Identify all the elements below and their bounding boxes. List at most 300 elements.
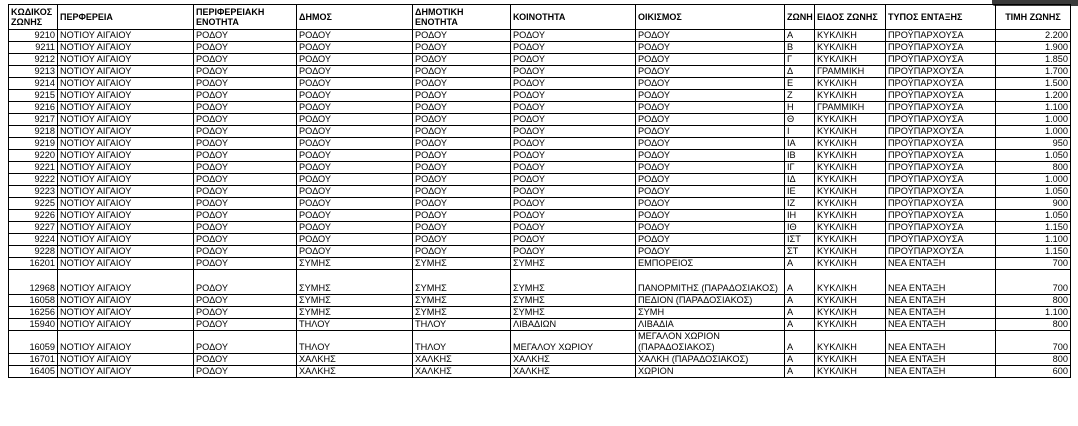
cell-municipal-unit: ΡΟΔΟΥ (413, 234, 511, 246)
cell-regional-unit: ΡΟΔΟΥ (194, 210, 297, 222)
cell-municipal-unit: ΡΟΔΟΥ (413, 90, 511, 102)
cell-zone-price: 1.050 (996, 150, 1071, 162)
cell-community: ΡΟΔΟΥ (511, 126, 636, 138)
table-header-row (9, 5, 1071, 30)
cell-municipal-unit: ΡΟΔΟΥ (413, 138, 511, 150)
cell-regional-unit: ΡΟΔΟΥ (194, 222, 297, 234)
cell-settlement: ΡΟΔΟΥ (636, 186, 785, 198)
table-row (9, 246, 1071, 258)
cell-municipality: ΧΑΛΚΗΣ (297, 354, 413, 366)
table-row (9, 78, 1071, 90)
cell-community: ΡΟΔΟΥ (511, 90, 636, 102)
cell-municipality: ΣΥΜΗΣ (297, 270, 413, 295)
cell-regional-unit: ΡΟΔΟΥ (194, 319, 297, 331)
cell-municipality: ΡΟΔΟΥ (297, 138, 413, 150)
cell-settlement: ΡΟΔΟΥ (636, 114, 785, 126)
cell-community: ΡΟΔΟΥ (511, 198, 636, 210)
cell-community: ΡΟΔΟΥ (511, 174, 636, 186)
cell-settlement: ΡΟΔΟΥ (636, 174, 785, 186)
cell-zone-type: ΚΥΚΛΙΚΗ (815, 174, 886, 186)
table-row (9, 198, 1071, 210)
cell-zone-type: ΚΥΚΛΙΚΗ (815, 234, 886, 246)
cell-zone-code: 9226 (9, 210, 58, 222)
table-row (9, 42, 1071, 54)
cell-zone-code: 12968 (9, 270, 58, 295)
cell-region: ΝΟΤΙΟΥ ΑΙΓΑΙΟΥ (58, 307, 194, 319)
cell-zone: ΙΑ (785, 138, 815, 150)
cell-zone-price: 700 (996, 270, 1071, 295)
cell-zone-type: ΚΥΚΛΙΚΗ (815, 198, 886, 210)
cell-zone-code: 16201 (9, 258, 58, 270)
cell-zone-price: 1.850 (996, 54, 1071, 66)
cell-community: ΡΟΔΟΥ (511, 114, 636, 126)
cell-zone-price: 800 (996, 295, 1071, 307)
header-inclusion-type: ΤΥΠΟΣ ΕΝΤΑΞΗΣ (886, 5, 996, 30)
cell-regional-unit: ΡΟΔΟΥ (194, 66, 297, 78)
cell-municipality: ΡΟΔΟΥ (297, 102, 413, 114)
cell-region: ΝΟΤΙΟΥ ΑΙΓΑΙΟΥ (58, 319, 194, 331)
cell-inclusion-type: ΠΡΟΫΠΑΡΧΟΥΣΑ (886, 78, 996, 90)
cell-zone-code: 16256 (9, 307, 58, 319)
cell-inclusion-type: ΠΡΟΫΠΑΡΧΟΥΣΑ (886, 222, 996, 234)
cell-municipality: ΡΟΔΟΥ (297, 126, 413, 138)
cell-municipality: ΡΟΔΟΥ (297, 66, 413, 78)
cell-region: ΝΟΤΙΟΥ ΑΙΓΑΙΟΥ (58, 295, 194, 307)
cell-zone-type: ΚΥΚΛΙΚΗ (815, 210, 886, 222)
cell-regional-unit: ΡΟΔΟΥ (194, 366, 297, 378)
header-zone-type: ΕΙΔΟΣ ΖΩΝΗΣ (815, 5, 886, 30)
cell-region: ΝΟΤΙΟΥ ΑΙΓΑΙΟΥ (58, 331, 194, 354)
cell-zone-price: 700 (996, 258, 1071, 270)
cell-regional-unit: ΡΟΔΟΥ (194, 102, 297, 114)
cell-zone-price: 1.900 (996, 42, 1071, 54)
cell-inclusion-type: ΠΡΟΫΠΑΡΧΟΥΣΑ (886, 198, 996, 210)
cell-zone-type: ΚΥΚΛΙΚΗ (815, 150, 886, 162)
cell-zone-type: ΚΥΚΛΙΚΗ (815, 331, 886, 354)
header-region: ΠΕΡΦΕΡΕΙΑ (58, 5, 194, 30)
cell-zone-code: 9222 (9, 174, 58, 186)
cell-zone-code: 16701 (9, 354, 58, 366)
cell-region: ΝΟΤΙΟΥ ΑΙΓΑΙΟΥ (58, 222, 194, 234)
cell-community: ΡΟΔΟΥ (511, 150, 636, 162)
cell-municipal-unit: ΡΟΔΟΥ (413, 186, 511, 198)
cell-zone-type: ΚΥΚΛΙΚΗ (815, 90, 886, 102)
cell-zone-price: 1.500 (996, 78, 1071, 90)
cell-community: ΡΟΔΟΥ (511, 138, 636, 150)
cell-settlement: ΡΟΔΟΥ (636, 210, 785, 222)
cell-zone: Α (785, 319, 815, 331)
cell-regional-unit: ΡΟΔΟΥ (194, 174, 297, 186)
cell-zone: ΙΣΤ (785, 234, 815, 246)
cell-municipality: ΡΟΔΟΥ (297, 90, 413, 102)
cell-zone-price: 1.050 (996, 186, 1071, 198)
cell-regional-unit: ΡΟΔΟΥ (194, 150, 297, 162)
cell-zone: Α (785, 270, 815, 295)
cell-municipal-unit: ΡΟΔΟΥ (413, 174, 511, 186)
header-municipal-unit: ΔΗΜΟΤΙΚΗ ΕΝΟΤΗΤΑ (413, 5, 511, 30)
cell-municipal-unit: ΡΟΔΟΥ (413, 150, 511, 162)
cell-zone-code: 16058 (9, 295, 58, 307)
cell-zone-code: 9220 (9, 150, 58, 162)
cell-municipality: ΡΟΔΟΥ (297, 162, 413, 174)
cell-community: ΡΟΔΟΥ (511, 162, 636, 174)
cell-zone-code: 9228 (9, 246, 58, 258)
cell-municipality: ΣΥΜΗΣ (297, 295, 413, 307)
cell-municipal-unit: ΤΗΛΟΥ (413, 319, 511, 331)
cell-community: ΡΟΔΟΥ (511, 78, 636, 90)
cell-region: ΝΟΤΙΟΥ ΑΙΓΑΙΟΥ (58, 270, 194, 295)
cell-zone: Δ (785, 66, 815, 78)
cell-settlement: ΜΕΓΑΛΟΝ ΧΩΡΙΟΝ (ΠΑΡΑΔΟΣΙΑΚΟΣ) (636, 331, 785, 354)
cell-municipal-unit: ΡΟΔΟΥ (413, 102, 511, 114)
cell-region: ΝΟΤΙΟΥ ΑΙΓΑΙΟΥ (58, 354, 194, 366)
table-row (9, 66, 1071, 78)
header-regional-unit: ΠΕΡΙΦΕΡΕΙΑΚΗ ΕΝΟΤΗΤΑ (194, 5, 297, 30)
cell-zone: Α (785, 366, 815, 378)
table-row (9, 126, 1071, 138)
cell-zone: Η (785, 102, 815, 114)
cell-zone: Ι (785, 126, 815, 138)
cell-zone-code: 9213 (9, 66, 58, 78)
cell-zone: Γ (785, 54, 815, 66)
cell-inclusion-type: ΝΕΑ ΕΝΤΑΞΗ (886, 366, 996, 378)
cell-inclusion-type: ΠΡΟΫΠΑΡΧΟΥΣΑ (886, 174, 996, 186)
cell-settlement: ΡΟΔΟΥ (636, 222, 785, 234)
cell-community: ΧΑΛΚΗΣ (511, 354, 636, 366)
cell-zone-price: 950 (996, 138, 1071, 150)
cell-zone-type: ΚΥΚΛΙΚΗ (815, 30, 886, 42)
cell-zone-type: ΚΥΚΛΙΚΗ (815, 126, 886, 138)
cell-community: ΡΟΔΟΥ (511, 222, 636, 234)
cell-zone-type: ΚΥΚΛΙΚΗ (815, 186, 886, 198)
cell-zone-code: 16059 (9, 331, 58, 354)
cell-settlement: ΧΑΛΚΗ (ΠΑΡΑΔΟΣΙΑΚΟΣ) (636, 354, 785, 366)
cell-municipal-unit: ΧΑΛΚΗΣ (413, 354, 511, 366)
cell-zone-price: 800 (996, 354, 1071, 366)
cell-zone: Β (785, 42, 815, 54)
cell-municipal-unit: ΡΟΔΟΥ (413, 66, 511, 78)
cell-zone: Θ (785, 114, 815, 126)
cell-settlement: ΣΥΜΗ (636, 307, 785, 319)
cell-municipal-unit: ΣΥΜΗΣ (413, 295, 511, 307)
table-row (9, 138, 1071, 150)
cell-region: ΝΟΤΙΟΥ ΑΙΓΑΙΟΥ (58, 246, 194, 258)
cell-settlement: ΡΟΔΟΥ (636, 162, 785, 174)
cell-zone: Α (785, 331, 815, 354)
cell-region: ΝΟΤΙΟΥ ΑΙΓΑΙΟΥ (58, 126, 194, 138)
cell-municipal-unit: ΡΟΔΟΥ (413, 198, 511, 210)
header-zone-price: ΤΙΜΗ ΖΩΝΗΣ (996, 5, 1071, 30)
cell-region: ΝΟΤΙΟΥ ΑΙΓΑΙΟΥ (58, 210, 194, 222)
cell-municipal-unit: ΡΟΔΟΥ (413, 126, 511, 138)
cell-regional-unit: ΡΟΔΟΥ (194, 246, 297, 258)
table-row (9, 162, 1071, 174)
cell-regional-unit: ΡΟΔΟΥ (194, 78, 297, 90)
cell-settlement: ΡΟΔΟΥ (636, 78, 785, 90)
cell-inclusion-type: ΝΕΑ ΕΝΤΑΞΗ (886, 270, 996, 295)
cell-settlement: ΡΟΔΟΥ (636, 198, 785, 210)
cell-region: ΝΟΤΙΟΥ ΑΙΓΑΙΟΥ (58, 102, 194, 114)
table-row (9, 354, 1071, 366)
cell-inclusion-type: ΠΡΟΫΠΑΡΧΟΥΣΑ (886, 210, 996, 222)
cell-inclusion-type: ΠΡΟΫΠΑΡΧΟΥΣΑ (886, 150, 996, 162)
cell-community: ΡΟΔΟΥ (511, 102, 636, 114)
cell-zone-code: 9219 (9, 138, 58, 150)
cell-zone-price: 1.200 (996, 90, 1071, 102)
cell-regional-unit: ΡΟΔΟΥ (194, 331, 297, 354)
cell-municipal-unit: ΡΟΔΟΥ (413, 78, 511, 90)
cell-regional-unit: ΡΟΔΟΥ (194, 186, 297, 198)
cell-region: ΝΟΤΙΟΥ ΑΙΓΑΙΟΥ (58, 366, 194, 378)
cell-community: ΡΟΔΟΥ (511, 54, 636, 66)
cell-municipal-unit: ΡΟΔΟΥ (413, 222, 511, 234)
cell-regional-unit: ΡΟΔΟΥ (194, 54, 297, 66)
cell-zone-type: ΚΥΚΛΙΚΗ (815, 295, 886, 307)
cell-zone: Α (785, 295, 815, 307)
cell-settlement: ΡΟΔΟΥ (636, 54, 785, 66)
cell-inclusion-type: ΠΡΟΫΠΑΡΧΟΥΣΑ (886, 66, 996, 78)
cell-municipal-unit: ΧΑΛΚΗΣ (413, 366, 511, 378)
cell-inclusion-type: ΠΡΟΫΠΑΡΧΟΥΣΑ (886, 42, 996, 54)
cell-zone-type: ΚΥΚΛΙΚΗ (815, 138, 886, 150)
table-row (9, 174, 1071, 186)
cell-community: ΡΟΔΟΥ (511, 246, 636, 258)
cell-municipality: ΡΟΔΟΥ (297, 246, 413, 258)
cell-zone-price: 1.050 (996, 210, 1071, 222)
cell-zone: Α (785, 307, 815, 319)
cell-municipality: ΡΟΔΟΥ (297, 222, 413, 234)
cell-region: ΝΟΤΙΟΥ ΑΙΓΑΙΟΥ (58, 186, 194, 198)
cell-municipal-unit: ΡΟΔΟΥ (413, 42, 511, 54)
cell-inclusion-type: ΠΡΟΫΠΑΡΧΟΥΣΑ (886, 30, 996, 42)
cell-settlement: ΡΟΔΟΥ (636, 246, 785, 258)
cell-zone: Ε (785, 78, 815, 90)
cell-municipality: ΡΟΔΟΥ (297, 234, 413, 246)
cell-inclusion-type: ΠΡΟΫΠΑΡΧΟΥΣΑ (886, 186, 996, 198)
cell-zone: ΣΤ (785, 246, 815, 258)
cell-regional-unit: ΡΟΔΟΥ (194, 30, 297, 42)
cell-regional-unit: ΡΟΔΟΥ (194, 162, 297, 174)
zone-price-sheet (8, 4, 1071, 378)
cell-regional-unit: ΡΟΔΟΥ (194, 42, 297, 54)
table-row (9, 150, 1071, 162)
cell-zone-code: 9221 (9, 162, 58, 174)
cell-region: ΝΟΤΙΟΥ ΑΙΓΑΙΟΥ (58, 78, 194, 90)
table-row (9, 319, 1071, 331)
cell-zone-price: 800 (996, 319, 1071, 331)
cell-municipal-unit: ΡΟΔΟΥ (413, 114, 511, 126)
cell-inclusion-type: ΠΡΟΫΠΑΡΧΟΥΣΑ (886, 126, 996, 138)
cell-zone-code: 15940 (9, 319, 58, 331)
cell-region: ΝΟΤΙΟΥ ΑΙΓΑΙΟΥ (58, 54, 194, 66)
table-row (9, 114, 1071, 126)
table-row (9, 54, 1071, 66)
cell-municipal-unit: ΣΥΜΗΣ (413, 307, 511, 319)
cell-municipal-unit: ΣΥΜΗΣ (413, 258, 511, 270)
cell-municipal-unit: ΡΟΔΟΥ (413, 54, 511, 66)
cell-municipality: ΡΟΔΟΥ (297, 42, 413, 54)
cell-zone-type: ΚΥΚΛΙΚΗ (815, 222, 886, 234)
cell-inclusion-type: ΠΡΟΫΠΑΡΧΟΥΣΑ (886, 114, 996, 126)
cell-region: ΝΟΤΙΟΥ ΑΙΓΑΙΟΥ (58, 198, 194, 210)
cell-regional-unit: ΡΟΔΟΥ (194, 295, 297, 307)
cell-community: ΣΥΜΗΣ (511, 307, 636, 319)
cell-community: ΡΟΔΟΥ (511, 30, 636, 42)
cell-community: ΡΟΔΟΥ (511, 66, 636, 78)
cell-municipal-unit: ΡΟΔΟΥ (413, 30, 511, 42)
cell-zone-price: 900 (996, 198, 1071, 210)
cell-zone: ΙΖ (785, 198, 815, 210)
cell-settlement: ΧΩΡΙΟΝ (636, 366, 785, 378)
cell-region: ΝΟΤΙΟΥ ΑΙΓΑΙΟΥ (58, 114, 194, 126)
cell-zone-type: ΚΥΚΛΙΚΗ (815, 354, 886, 366)
cell-inclusion-type: ΝΕΑ ΕΝΤΑΞΗ (886, 258, 996, 270)
cell-settlement: ΕΜΠΟΡΕΙΟΣ (636, 258, 785, 270)
cell-settlement: ΡΟΔΟΥ (636, 126, 785, 138)
cell-zone-code: 9227 (9, 222, 58, 234)
cell-regional-unit: ΡΟΔΟΥ (194, 307, 297, 319)
cell-zone-code: 9218 (9, 126, 58, 138)
cell-zone-price: 700 (996, 331, 1071, 354)
cell-community: ΡΟΔΟΥ (511, 234, 636, 246)
cell-zone: ΙΒ (785, 150, 815, 162)
cell-region: ΝΟΤΙΟΥ ΑΙΓΑΙΟΥ (58, 234, 194, 246)
cell-zone-type: ΚΥΚΛΙΚΗ (815, 307, 886, 319)
cell-zone-price: 1.000 (996, 174, 1071, 186)
cell-settlement: ΡΟΔΟΥ (636, 90, 785, 102)
cell-municipality: ΡΟΔΟΥ (297, 54, 413, 66)
cell-settlement: ΡΟΔΟΥ (636, 234, 785, 246)
cell-community: ΡΟΔΟΥ (511, 186, 636, 198)
header-municipality: ΔΗΜΟΣ (297, 5, 413, 30)
cell-region: ΝΟΤΙΟΥ ΑΙΓΑΙΟΥ (58, 66, 194, 78)
cell-zone-price: 2.200 (996, 30, 1071, 42)
header-community: ΚΟΙΝΟΤΗΤΑ (511, 5, 636, 30)
table-row (9, 102, 1071, 114)
cell-regional-unit: ΡΟΔΟΥ (194, 354, 297, 366)
cell-settlement: ΛΙΒΑΔΙΑ (636, 319, 785, 331)
table-row (9, 258, 1071, 270)
cell-zone-price: 1.150 (996, 246, 1071, 258)
table-row (9, 270, 1071, 295)
cell-municipality: ΡΟΔΟΥ (297, 198, 413, 210)
cell-region: ΝΟΤΙΟΥ ΑΙΓΑΙΟΥ (58, 258, 194, 270)
cell-zone-price: 1.100 (996, 307, 1071, 319)
cell-municipality: ΡΟΔΟΥ (297, 210, 413, 222)
cell-regional-unit: ΡΟΔΟΥ (194, 234, 297, 246)
cell-zone-code: 9211 (9, 42, 58, 54)
cell-regional-unit: ΡΟΔΟΥ (194, 258, 297, 270)
cell-municipality: ΣΥΜΗΣ (297, 258, 413, 270)
cell-regional-unit: ΡΟΔΟΥ (194, 138, 297, 150)
cell-zone-type: ΚΥΚΛΙΚΗ (815, 246, 886, 258)
cell-region: ΝΟΤΙΟΥ ΑΙΓΑΙΟΥ (58, 174, 194, 186)
cell-zone-price: 1.100 (996, 102, 1071, 114)
table-row (9, 90, 1071, 102)
cell-municipal-unit: ΡΟΔΟΥ (413, 210, 511, 222)
cell-region: ΝΟΤΙΟΥ ΑΙΓΑΙΟΥ (58, 150, 194, 162)
cell-zone-type: ΚΥΚΛΙΚΗ (815, 258, 886, 270)
cell-zone-price: 800 (996, 162, 1071, 174)
cell-zone-code: 9225 (9, 198, 58, 210)
table-row (9, 331, 1071, 354)
cell-inclusion-type: ΠΡΟΫΠΑΡΧΟΥΣΑ (886, 90, 996, 102)
cell-municipal-unit: ΤΗΛΟΥ (413, 331, 511, 354)
cell-settlement: ΠΑΝΟΡΜΙΤΗΣ (ΠΑΡΑΔΟΣΙΑΚΟΣ) (636, 270, 785, 295)
cell-region: ΝΟΤΙΟΥ ΑΙΓΑΙΟΥ (58, 90, 194, 102)
cell-settlement: ΡΟΔΟΥ (636, 42, 785, 54)
cell-zone: ΙΓ (785, 162, 815, 174)
cell-region: ΝΟΤΙΟΥ ΑΙΓΑΙΟΥ (58, 138, 194, 150)
cell-community: ΣΥΜΗΣ (511, 295, 636, 307)
cell-region: ΝΟΤΙΟΥ ΑΙΓΑΙΟΥ (58, 162, 194, 174)
header-zone: ΖΩΝΗ (785, 5, 815, 30)
cell-zone: ΙΔ (785, 174, 815, 186)
cell-settlement: ΠΕΔΙΟΝ (ΠΑΡΑΔΟΣΙΑΚΟΣ) (636, 295, 785, 307)
table-row (9, 234, 1071, 246)
cell-zone-code: 9217 (9, 114, 58, 126)
cell-settlement: ΡΟΔΟΥ (636, 66, 785, 78)
cell-regional-unit: ΡΟΔΟΥ (194, 270, 297, 295)
cell-municipality: ΤΗΛΟΥ (297, 331, 413, 354)
table-row (9, 295, 1071, 307)
cell-municipality: ΡΟΔΟΥ (297, 114, 413, 126)
cell-zone-price: 1.000 (996, 114, 1071, 126)
cell-inclusion-type: ΝΕΑ ΕΝΤΑΞΗ (886, 319, 996, 331)
table-body (9, 30, 1071, 378)
cell-zone-type: ΓΡΑΜΜΙΚΗ (815, 66, 886, 78)
table-row (9, 366, 1071, 378)
cell-zone-type: ΓΡΑΜΜΙΚΗ (815, 102, 886, 114)
cell-municipal-unit: ΣΥΜΗΣ (413, 270, 511, 295)
cell-zone: Α (785, 258, 815, 270)
cell-zone-code: 9212 (9, 54, 58, 66)
cell-inclusion-type: ΠΡΟΫΠΑΡΧΟΥΣΑ (886, 54, 996, 66)
cell-zone: ΙΕ (785, 186, 815, 198)
table-row (9, 30, 1071, 42)
cell-municipal-unit: ΡΟΔΟΥ (413, 162, 511, 174)
cell-municipality: ΡΟΔΟΥ (297, 30, 413, 42)
cell-zone-code: 16405 (9, 366, 58, 378)
cell-zone-type: ΚΥΚΛΙΚΗ (815, 114, 886, 126)
cell-community: ΣΥΜΗΣ (511, 258, 636, 270)
cell-inclusion-type: ΝΕΑ ΕΝΤΑΞΗ (886, 354, 996, 366)
cell-zone-price: 1.700 (996, 66, 1071, 78)
cell-settlement: ΡΟΔΟΥ (636, 102, 785, 114)
cell-inclusion-type: ΠΡΟΫΠΑΡΧΟΥΣΑ (886, 138, 996, 150)
cell-inclusion-type: ΠΡΟΫΠΑΡΧΟΥΣΑ (886, 162, 996, 174)
cell-community: ΡΟΔΟΥ (511, 210, 636, 222)
cell-municipality: ΧΑΛΚΗΣ (297, 366, 413, 378)
cell-regional-unit: ΡΟΔΟΥ (194, 114, 297, 126)
cell-zone: Α (785, 30, 815, 42)
cell-zone: ΙΗ (785, 210, 815, 222)
cell-zone: Ζ (785, 90, 815, 102)
cell-zone-code: 9223 (9, 186, 58, 198)
cell-regional-unit: ΡΟΔΟΥ (194, 90, 297, 102)
cell-zone-price: 1.000 (996, 126, 1071, 138)
table-row (9, 210, 1071, 222)
cell-zone: ΙΘ (785, 222, 815, 234)
cell-zone-price: 1.100 (996, 234, 1071, 246)
cell-zone: Α (785, 354, 815, 366)
table-row (9, 186, 1071, 198)
cell-zone-type: ΚΥΚΛΙΚΗ (815, 78, 886, 90)
cell-settlement: ΡΟΔΟΥ (636, 30, 785, 42)
cell-zone-price: 600 (996, 366, 1071, 378)
cell-regional-unit: ΡΟΔΟΥ (194, 126, 297, 138)
cell-inclusion-type: ΝΕΑ ΕΝΤΑΞΗ (886, 307, 996, 319)
